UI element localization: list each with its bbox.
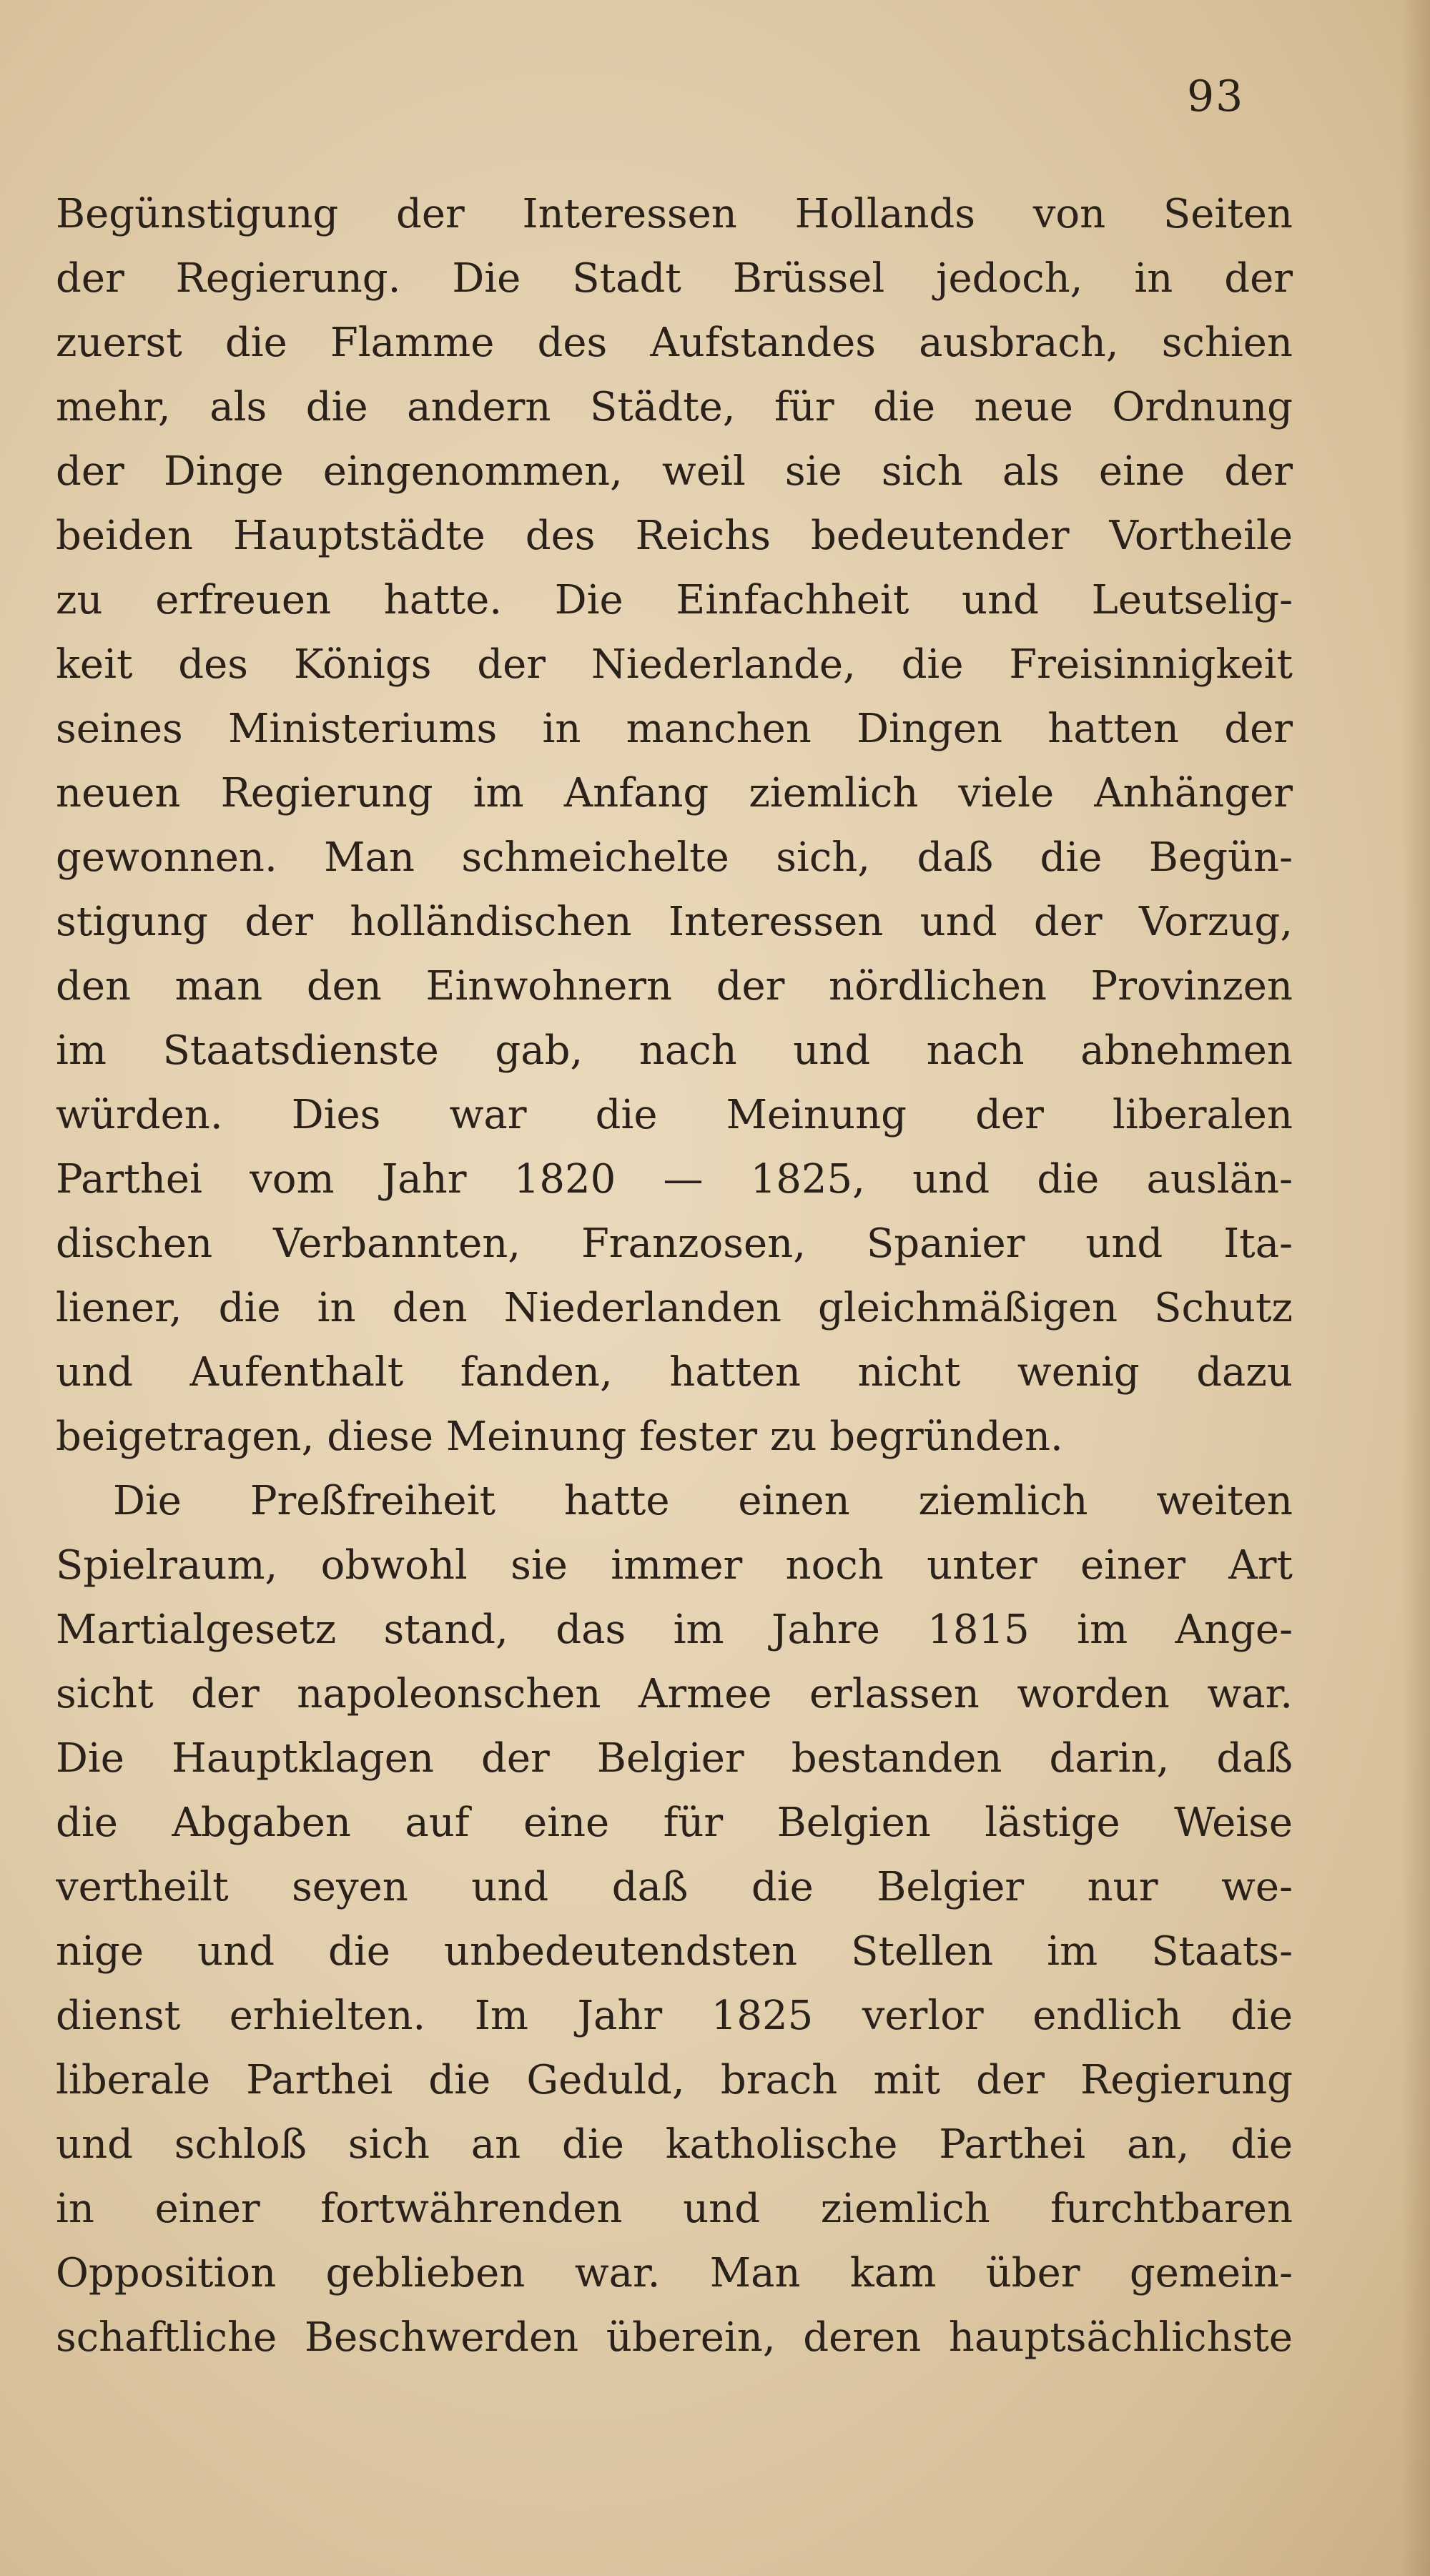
text-line-paragraph-start: Die Preßfreiheit hatte einen ziemlich weiten [113,1478,1293,1524]
text-line: und schloß sich an die katholische Parthei an, die [56,2121,1293,2168]
text-line: Martialgesetz stand, das im Jahre 1815 im Ange- [56,1607,1293,1653]
text-line: beiden Hauptstädte des Reichs bedeutender Vortheile [56,513,1293,559]
text-line: würden. Dies war die Meinung der liberalen [56,1092,1293,1138]
text-line: der Dinge eingenommen, weil sie sich als eine der [56,448,1293,495]
text-line: seines Ministeriums in manchen Dingen hatten der [56,706,1293,752]
text-line: Spielraum, obwohl sie immer noch unter einer Art [56,1542,1293,1589]
page-edge-shadow [1401,0,1430,2576]
text-line: Die Hauptklagen der Belgier bestanden darin, daß [56,1735,1293,1782]
text-line: Begünstigung der Interessen Hollands von Seiten [56,191,1293,237]
text-line: nige und die unbedeutendsten Stellen im Staats- [56,1928,1293,1975]
text-line: der Regierung. Die Stadt Brüssel jedoch, in der [56,255,1293,302]
text-line: vertheilt seyen und daß die Belgier nur we- [56,1864,1293,1910]
text-line: dienst erhielten. Im Jahr 1825 verlor endlich die [56,1993,1293,2039]
text-line: Parthei vom Jahr 1820 — 1825, und die auslän- [56,1156,1293,1203]
text-line: schaftliche Beschwerden überein, deren hauptsächlichste [56,2314,1293,2361]
text-line: gewonnen. Man schmeichelte sich, daß die Begün- [56,834,1293,881]
text-line: mehr, als die andern Städte, für die neue Ordnung [56,384,1293,430]
text-line: und Aufenthalt fanden, hatten nicht wenig dazu [56,1349,1293,1396]
body-text [56,182,1293,2370]
text-line: in einer fortwährenden und ziemlich furchtbaren [56,2186,1293,2232]
text-line: die Abgaben auf eine für Belgien lästige Weise [56,1800,1293,1846]
text-line: dischen Verbannten, Franzosen, Spanier und Ita- [56,1220,1293,1267]
text-line-paragraph-end: beigetragen, diese Meinung fester zu begründen. [56,1413,1063,1460]
text-line: liener, die in den Niederlanden gleichmäßigen Schutz [56,1285,1293,1331]
text-line: stigung der holländischen Interessen und der Vorzug, [56,899,1293,945]
page-number: 93 [1187,71,1245,122]
text-line: zu erfreuen hatte. Die Einfachheit und Leutselig- [56,577,1293,623]
text-line: zuerst die Flamme des Aufstandes ausbrach, schien [56,320,1293,366]
text-line: den man den Einwohnern der nördlichen Provinzen [56,963,1293,1010]
text-line: keit des Königs der Niederlande, die Freisinnigkeit [56,641,1293,688]
text-line: liberale Parthei die Geduld, brach mit der Regierung [56,2057,1293,2103]
text-line: neuen Regierung im Anfang ziemlich viele Anhänger [56,770,1293,816]
text-line: sicht der napoleonschen Armee erlassen worden war. [56,1671,1293,1717]
text-line: Opposition geblieben war. Man kam über gemein- [56,2250,1293,2296]
text-line: im Staatsdienste gab, nach und nach abnehmen [56,1027,1293,1074]
